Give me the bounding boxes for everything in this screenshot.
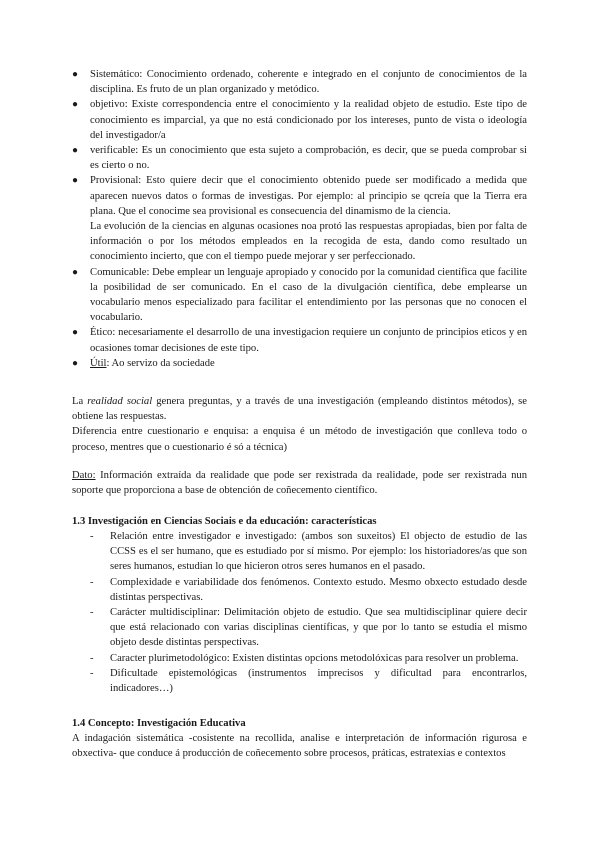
- bullet-text: : Ao servizo da sociedade: [106, 357, 215, 369]
- bullet-item-verificable: [72, 143, 527, 173]
- dash-item: [90, 575, 527, 605]
- bullet-marker: ●: [72, 357, 79, 369]
- bullet-item-util: [72, 356, 527, 371]
- bullet-text: Sistemático: Conocimiento ordenado, coherente e integrado en el conjunto de conocimientos de la disciplina. Es fruto de un plan organizado y metódico.: [90, 69, 527, 96]
- social-reality-paragraph: [72, 394, 527, 455]
- bullet-marker: ●: [72, 266, 79, 278]
- section-1-4-heading: 1.4 Concepto: Investigación Educativa: [72, 718, 246, 729]
- bullet-marker: ●: [72, 175, 79, 187]
- bullet-item-objetivo: [72, 97, 527, 143]
- bullet-text: Comunicable: Debe emplear un lenguaje apropiado y conocido por la comunidad científica que facilite la posibilidad de ser comunicado. En el caso de la divulgación científica, debe emplearse un vocabulario menos especializado para facilitar el entendimiento por las personas que no conocen el vocabulario.: [90, 266, 527, 324]
- bullet-item-sistematico: [72, 67, 527, 97]
- bullet-item-provisional: [72, 173, 527, 264]
- bullet-item-etico: [72, 325, 527, 355]
- para-italic-term: realidad social: [87, 396, 153, 407]
- paragraph-line: [72, 394, 527, 424]
- dash-text: Relación entre investigador e investigado: (ambos son suxeitos) El objecto de estudio de las CCSS es el ser humano, que es estudiado por sí mismo. Por ejemplo: los historiadores/as que son seres humanos, estudian lo que hicieron otros seres humanos en el pasado.: [110, 531, 527, 573]
- dash-marker: -: [90, 667, 94, 679]
- section-1-3-dash-list: [90, 529, 527, 696]
- bullet-item-comunicable: [72, 265, 527, 326]
- dato-label: Dato:: [72, 470, 96, 481]
- dash-text: Dificultade epistemológicas (instrumentos imprecisos y dificultad para encontrarlos, indicadores…): [110, 667, 527, 695]
- characteristics-bullet-list: [72, 67, 527, 371]
- dash-marker: -: [90, 652, 94, 664]
- dato-line: [72, 468, 527, 498]
- dash-item: [90, 529, 527, 575]
- bullet-text: verificable: Es un conocimiento que esta sujeto a comprobación, es decir, que se pueda comprobar si es cierto o no.: [90, 145, 527, 172]
- dash-text: Caracter plurimetodológico: Existen distintas opcions metodolóxicas para resolver un problema.: [110, 652, 519, 664]
- section-1-4-paragraph: A indagación sistemática -cosistente na recollida, analise e interpretación de información rigurosa e obxectiva- que conduce á producción de coñecemento sobre procesos, práticas, estratexias e contextos: [72, 733, 527, 760]
- para-after: genera preguntas, y a través de una investigación (empleando distintos métodos), se obtiene las respuestas.: [72, 396, 527, 423]
- dash-item: [90, 605, 527, 651]
- dato-paragraph: [72, 468, 527, 498]
- dash-marker: -: [90, 576, 94, 588]
- dash-item: [90, 651, 527, 666]
- bullet-marker: ●: [72, 145, 79, 157]
- dash-text: Carácter multidisciplinar: Delimitación objeto de estudio. Que sea multidisciplinar quiere decir que está relacionado con varias disciplinas científicas, y que por lo tanto se estudia el mismo objeto desde distintas perspectivas.: [110, 607, 527, 649]
- bullet-text: Provisional: Esto quiere decir que el conocimiento obtenido puede ser modificado a medida que aparecen nuevos datos o formas de investigas. Por ejemplo: al principio se qcreía que la Tierra era plana. Que el conocime sea provisional es consecuencia del dinamismo de la ciencia.: [90, 175, 527, 217]
- dash-item: [90, 666, 527, 696]
- paragraph-difference: Diferencia entre cuestionario e enquisa: a enquisa é un método de investigación que conlleva todo o proceso, mentres que o cuestionario é só a técnica): [72, 426, 527, 453]
- bullet-lead-underlined: Útil: [90, 357, 107, 369]
- bullet-text: objetivo: Existe correspondencia entre el conocimiento y la realidad objeto de estudio. Este tipo de conocimiento es imparcial, ya que no está condicionado por los intereses, punto de vista o ideología del investigador/a: [90, 99, 527, 141]
- bullet-text: Ético: necesariamente el desarrollo de una investigacion requiere un conjunto de principios eticos y en ocasiones tomar decisiones de este tipo.: [90, 327, 527, 354]
- dash-text: Complexidade e variabilidade dos fenómenos. Contexto estudo. Mesmo obxecto estudado desde distintas perspectivas.: [110, 576, 527, 603]
- bullet-marker: ●: [72, 69, 79, 80]
- para-before: La: [72, 396, 88, 407]
- dash-marker: -: [90, 531, 94, 542]
- bullet-marker: ●: [72, 99, 79, 111]
- dato-text: Información extraída da realidade que pode ser rexistrada da realidade, pode ser rexistrada nun soporte que proporciona a base de obtención de coñecemento científico.: [72, 470, 527, 497]
- section-1-3-heading: 1.3 Investigación en Ciencias Sociais e da educación: características: [72, 516, 377, 527]
- dash-marker: -: [90, 607, 94, 619]
- bullet-marker: ●: [72, 327, 79, 339]
- bullet-continuation-text: La evolución de la ciencias en algunas ocasiones noa protó las respuestas apropiadas, bien por falta de información o por los métodos empleados en la recogida de esta, dando como resultado un conocimiento incierto, que con el tiempo puede mejorar y ser perfeccionado.: [90, 221, 527, 263]
